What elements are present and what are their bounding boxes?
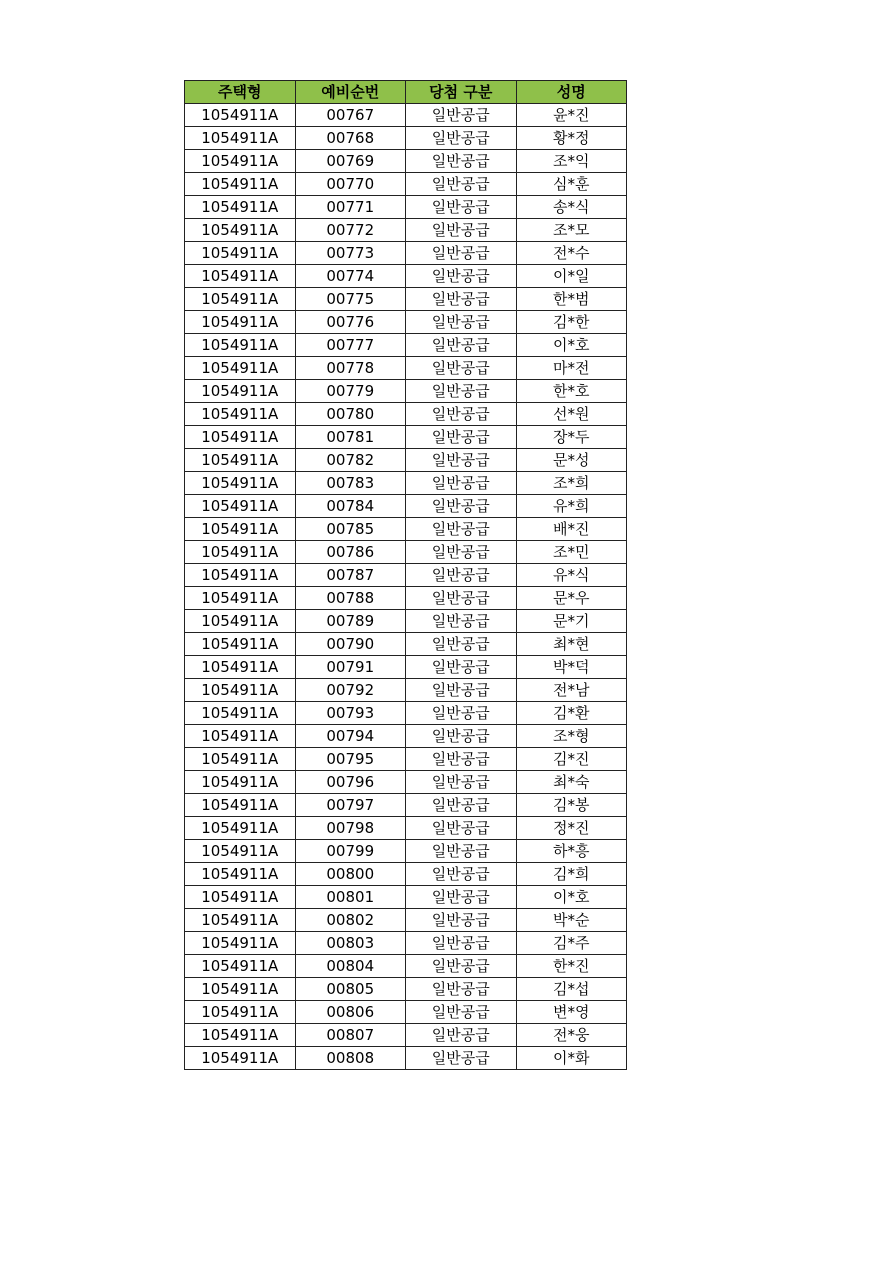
cell-name: 김*희	[516, 863, 627, 886]
cell-winning-category: 일반공급	[406, 104, 517, 127]
header-row	[185, 81, 627, 104]
cell-housing-type: 1054911A	[185, 334, 296, 357]
cell-reserve-number: 00779	[295, 380, 406, 403]
table-row	[185, 150, 627, 173]
cell-name: 최*현	[516, 633, 627, 656]
cell-name: 조*형	[516, 725, 627, 748]
table-body	[185, 104, 627, 1070]
cell-housing-type: 1054911A	[185, 219, 296, 242]
cell-housing-type: 1054911A	[185, 656, 296, 679]
cell-reserve-number: 00768	[295, 127, 406, 150]
cell-housing-type: 1054911A	[185, 541, 296, 564]
cell-name: 조*모	[516, 219, 627, 242]
cell-name: 조*익	[516, 150, 627, 173]
cell-winning-category: 일반공급	[406, 150, 517, 173]
cell-housing-type: 1054911A	[185, 633, 296, 656]
cell-winning-category: 일반공급	[406, 587, 517, 610]
cell-housing-type: 1054911A	[185, 886, 296, 909]
table-row	[185, 817, 627, 840]
cell-winning-category: 일반공급	[406, 1047, 517, 1070]
table-row	[185, 265, 627, 288]
table-row	[185, 173, 627, 196]
cell-winning-category: 일반공급	[406, 403, 517, 426]
cell-winning-category: 일반공급	[406, 334, 517, 357]
cell-reserve-number: 00794	[295, 725, 406, 748]
table-row	[185, 104, 627, 127]
cell-housing-type: 1054911A	[185, 265, 296, 288]
cell-housing-type: 1054911A	[185, 472, 296, 495]
cell-name: 변*영	[516, 1001, 627, 1024]
table-row	[185, 771, 627, 794]
cell-name: 김*진	[516, 748, 627, 771]
table-row	[185, 1047, 627, 1070]
cell-name: 박*덕	[516, 656, 627, 679]
header-name: 성명	[516, 81, 627, 104]
cell-name: 김*봉	[516, 794, 627, 817]
cell-winning-category: 일반공급	[406, 955, 517, 978]
cell-reserve-number: 00793	[295, 702, 406, 725]
table-row	[185, 656, 627, 679]
cell-name: 배*진	[516, 518, 627, 541]
cell-housing-type: 1054911A	[185, 1024, 296, 1047]
cell-winning-category: 일반공급	[406, 495, 517, 518]
cell-reserve-number: 00790	[295, 633, 406, 656]
cell-reserve-number: 00796	[295, 771, 406, 794]
cell-housing-type: 1054911A	[185, 426, 296, 449]
cell-name: 정*진	[516, 817, 627, 840]
cell-winning-category: 일반공급	[406, 127, 517, 150]
cell-housing-type: 1054911A	[185, 587, 296, 610]
table-row	[185, 932, 627, 955]
table-row	[185, 610, 627, 633]
cell-winning-category: 일반공급	[406, 564, 517, 587]
cell-winning-category: 일반공급	[406, 518, 517, 541]
cell-name: 김*한	[516, 311, 627, 334]
cell-reserve-number: 00780	[295, 403, 406, 426]
table-row	[185, 288, 627, 311]
table-row	[185, 725, 627, 748]
table-row	[185, 403, 627, 426]
cell-reserve-number: 00800	[295, 863, 406, 886]
cell-name: 박*순	[516, 909, 627, 932]
cell-winning-category: 일반공급	[406, 748, 517, 771]
cell-winning-category: 일반공급	[406, 219, 517, 242]
table-row	[185, 472, 627, 495]
table-header	[185, 81, 627, 104]
cell-reserve-number: 00789	[295, 610, 406, 633]
table-row	[185, 702, 627, 725]
cell-winning-category: 일반공급	[406, 1024, 517, 1047]
cell-name: 이*일	[516, 265, 627, 288]
cell-name: 최*숙	[516, 771, 627, 794]
cell-name: 김*섭	[516, 978, 627, 1001]
cell-winning-category: 일반공급	[406, 380, 517, 403]
cell-reserve-number: 00771	[295, 196, 406, 219]
cell-name: 유*희	[516, 495, 627, 518]
cell-reserve-number: 00788	[295, 587, 406, 610]
cell-name: 선*원	[516, 403, 627, 426]
cell-name: 황*정	[516, 127, 627, 150]
cell-housing-type: 1054911A	[185, 518, 296, 541]
cell-winning-category: 일반공급	[406, 909, 517, 932]
cell-housing-type: 1054911A	[185, 150, 296, 173]
cell-name: 전*수	[516, 242, 627, 265]
cell-housing-type: 1054911A	[185, 242, 296, 265]
cell-housing-type: 1054911A	[185, 771, 296, 794]
table-row	[185, 794, 627, 817]
cell-reserve-number: 00807	[295, 1024, 406, 1047]
cell-name: 심*훈	[516, 173, 627, 196]
cell-reserve-number: 00802	[295, 909, 406, 932]
table-row	[185, 311, 627, 334]
cell-reserve-number: 00772	[295, 219, 406, 242]
cell-reserve-number: 00782	[295, 449, 406, 472]
table-row	[185, 495, 627, 518]
cell-reserve-number: 00806	[295, 1001, 406, 1024]
cell-winning-category: 일반공급	[406, 311, 517, 334]
cell-name: 문*우	[516, 587, 627, 610]
table-row	[185, 564, 627, 587]
cell-housing-type: 1054911A	[185, 173, 296, 196]
cell-housing-type: 1054911A	[185, 357, 296, 380]
cell-name: 문*성	[516, 449, 627, 472]
cell-reserve-number: 00801	[295, 886, 406, 909]
cell-housing-type: 1054911A	[185, 978, 296, 1001]
cell-reserve-number: 00795	[295, 748, 406, 771]
cell-reserve-number: 00791	[295, 656, 406, 679]
cell-winning-category: 일반공급	[406, 817, 517, 840]
cell-housing-type: 1054911A	[185, 311, 296, 334]
cell-winning-category: 일반공급	[406, 357, 517, 380]
header-housing-type: 주택형	[185, 81, 296, 104]
cell-winning-category: 일반공급	[406, 840, 517, 863]
table-row	[185, 334, 627, 357]
cell-reserve-number: 00797	[295, 794, 406, 817]
cell-reserve-number: 00778	[295, 357, 406, 380]
cell-housing-type: 1054911A	[185, 932, 296, 955]
table-row	[185, 909, 627, 932]
cell-housing-type: 1054911A	[185, 127, 296, 150]
cell-housing-type: 1054911A	[185, 955, 296, 978]
cell-name: 조*민	[516, 541, 627, 564]
cell-name: 장*두	[516, 426, 627, 449]
cell-name: 전*웅	[516, 1024, 627, 1047]
cell-winning-category: 일반공급	[406, 173, 517, 196]
reserve-list-table	[184, 80, 627, 1070]
cell-winning-category: 일반공급	[406, 265, 517, 288]
header-reserve-number: 예비순번	[295, 81, 406, 104]
table-row	[185, 449, 627, 472]
table-row	[185, 541, 627, 564]
table-row	[185, 587, 627, 610]
cell-reserve-number: 00792	[295, 679, 406, 702]
cell-reserve-number: 00799	[295, 840, 406, 863]
cell-winning-category: 일반공급	[406, 771, 517, 794]
cell-housing-type: 1054911A	[185, 1001, 296, 1024]
table-row	[185, 748, 627, 771]
cell-housing-type: 1054911A	[185, 449, 296, 472]
cell-reserve-number: 00769	[295, 150, 406, 173]
cell-name: 마*전	[516, 357, 627, 380]
cell-reserve-number: 00805	[295, 978, 406, 1001]
cell-reserve-number: 00774	[295, 265, 406, 288]
table-row	[185, 1024, 627, 1047]
cell-winning-category: 일반공급	[406, 794, 517, 817]
cell-winning-category: 일반공급	[406, 472, 517, 495]
cell-name: 김*환	[516, 702, 627, 725]
cell-reserve-number: 00804	[295, 955, 406, 978]
cell-reserve-number: 00785	[295, 518, 406, 541]
cell-winning-category: 일반공급	[406, 426, 517, 449]
cell-housing-type: 1054911A	[185, 104, 296, 127]
cell-housing-type: 1054911A	[185, 702, 296, 725]
table-row	[185, 863, 627, 886]
cell-housing-type: 1054911A	[185, 1047, 296, 1070]
cell-name: 하*흥	[516, 840, 627, 863]
cell-reserve-number: 00784	[295, 495, 406, 518]
cell-reserve-number: 00775	[295, 288, 406, 311]
cell-winning-category: 일반공급	[406, 196, 517, 219]
cell-reserve-number: 00781	[295, 426, 406, 449]
cell-winning-category: 일반공급	[406, 679, 517, 702]
cell-winning-category: 일반공급	[406, 1001, 517, 1024]
cell-winning-category: 일반공급	[406, 702, 517, 725]
table-row	[185, 1001, 627, 1024]
table-row	[185, 978, 627, 1001]
table-row	[185, 426, 627, 449]
cell-name: 김*주	[516, 932, 627, 955]
cell-housing-type: 1054911A	[185, 863, 296, 886]
cell-winning-category: 일반공급	[406, 725, 517, 748]
cell-reserve-number: 00808	[295, 1047, 406, 1070]
cell-reserve-number: 00787	[295, 564, 406, 587]
table-row	[185, 357, 627, 380]
cell-housing-type: 1054911A	[185, 610, 296, 633]
cell-reserve-number: 00783	[295, 472, 406, 495]
cell-name: 한*범	[516, 288, 627, 311]
cell-housing-type: 1054911A	[185, 495, 296, 518]
cell-housing-type: 1054911A	[185, 840, 296, 863]
cell-housing-type: 1054911A	[185, 725, 296, 748]
cell-winning-category: 일반공급	[406, 449, 517, 472]
cell-winning-category: 일반공급	[406, 978, 517, 1001]
cell-winning-category: 일반공급	[406, 863, 517, 886]
cell-reserve-number: 00798	[295, 817, 406, 840]
table-row	[185, 518, 627, 541]
cell-housing-type: 1054911A	[185, 909, 296, 932]
cell-name: 문*기	[516, 610, 627, 633]
cell-name: 이*호	[516, 334, 627, 357]
cell-reserve-number: 00803	[295, 932, 406, 955]
cell-name: 유*식	[516, 564, 627, 587]
table-row	[185, 219, 627, 242]
cell-reserve-number: 00777	[295, 334, 406, 357]
table-row	[185, 242, 627, 265]
cell-reserve-number: 00786	[295, 541, 406, 564]
cell-housing-type: 1054911A	[185, 380, 296, 403]
table-row	[185, 679, 627, 702]
cell-winning-category: 일반공급	[406, 656, 517, 679]
cell-name: 조*희	[516, 472, 627, 495]
table-row	[185, 196, 627, 219]
cell-housing-type: 1054911A	[185, 403, 296, 426]
cell-winning-category: 일반공급	[406, 541, 517, 564]
cell-housing-type: 1054911A	[185, 679, 296, 702]
cell-housing-type: 1054911A	[185, 748, 296, 771]
cell-housing-type: 1054911A	[185, 564, 296, 587]
cell-reserve-number: 00770	[295, 173, 406, 196]
table-row	[185, 955, 627, 978]
table-row	[185, 380, 627, 403]
cell-name: 이*호	[516, 886, 627, 909]
cell-name: 이*화	[516, 1047, 627, 1070]
cell-housing-type: 1054911A	[185, 817, 296, 840]
cell-winning-category: 일반공급	[406, 932, 517, 955]
cell-name: 윤*진	[516, 104, 627, 127]
cell-winning-category: 일반공급	[406, 610, 517, 633]
cell-name: 전*남	[516, 679, 627, 702]
cell-name: 송*식	[516, 196, 627, 219]
cell-winning-category: 일반공급	[406, 886, 517, 909]
cell-housing-type: 1054911A	[185, 794, 296, 817]
table-row	[185, 633, 627, 656]
table-row	[185, 886, 627, 909]
cell-housing-type: 1054911A	[185, 288, 296, 311]
cell-name: 한*진	[516, 955, 627, 978]
table-row	[185, 127, 627, 150]
cell-winning-category: 일반공급	[406, 633, 517, 656]
header-winning-category: 당첨 구분	[406, 81, 517, 104]
cell-winning-category: 일반공급	[406, 288, 517, 311]
cell-reserve-number: 00773	[295, 242, 406, 265]
cell-name: 한*호	[516, 380, 627, 403]
cell-winning-category: 일반공급	[406, 242, 517, 265]
table-row	[185, 840, 627, 863]
cell-housing-type: 1054911A	[185, 196, 296, 219]
cell-reserve-number: 00776	[295, 311, 406, 334]
cell-reserve-number: 00767	[295, 104, 406, 127]
